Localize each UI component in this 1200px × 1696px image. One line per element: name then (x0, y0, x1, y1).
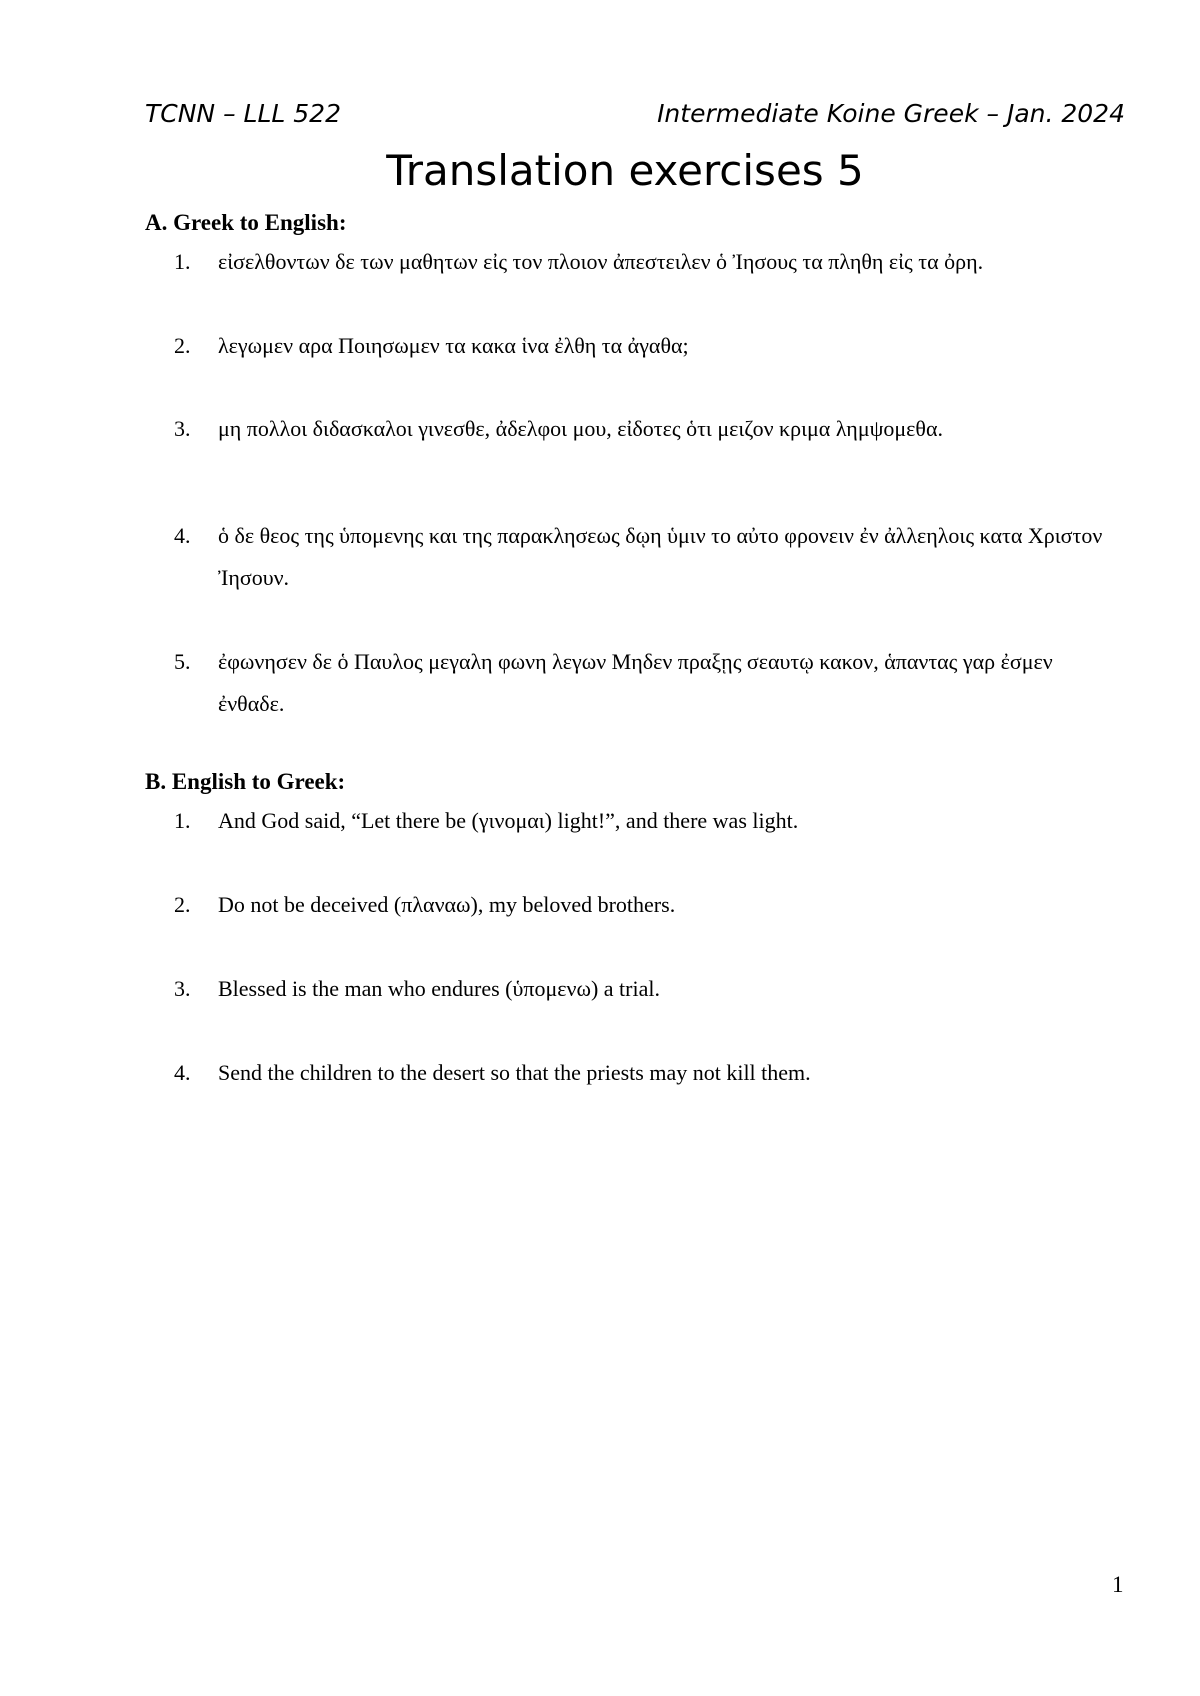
item-text: λεγωμεν αρα Ποιησωμεν τα κακα ἱνα ἐλθη τα ἀγαθα; (218, 333, 689, 358)
page-number: 1 (1112, 1572, 1124, 1597)
item-number: 3. (174, 976, 191, 1001)
course-title-date: Intermediate Koine Greek – Jan. 2024 (657, 99, 1125, 128)
section-a-heading: A. Greek to English: (145, 210, 347, 235)
list-item (174, 325, 1114, 367)
course-code: TCNN – LLL 522 (145, 99, 341, 128)
item-text: Blessed is the man who endures (ὑπομενω) a trial. (218, 976, 660, 1001)
list-item (174, 800, 1114, 842)
item-text: ἐφωνησεν δε ὁ Παυλος μεγαλη φωνη λεγων Μηδεν πραξῃς σεαυτῳ κακον, ἁπαντας γαρ ἐσμεν ἐνθαδε. (218, 649, 1053, 716)
item-text: εἰσελθοντων δε των μαθητων εἰς τον πλοιον ἀπεστειλεν ὁ Ἰησους τα πληθη εἰς τα ὀρη. (218, 249, 984, 274)
list-item (174, 408, 1114, 450)
item-text: Send the children to the desert so that the priests may not kill them. (218, 1060, 811, 1085)
item-text: Do not be deceived (πλαναω), my beloved brothers. (218, 892, 676, 917)
item-text: And God said, “Let there be (γινομαι) light!”, and there was light. (218, 808, 799, 833)
item-number: 2. (174, 892, 191, 917)
item-number: 5. (174, 649, 191, 674)
list-item (174, 1052, 1114, 1094)
item-number: 4. (174, 1060, 191, 1085)
item-text: μη πολλοι διδασκαλοι γινεσθε, ἀδελφοι μου, εἰδοτες ὁτι μειζον κριμα λημψομεθα. (218, 416, 943, 441)
list-item (174, 884, 1114, 926)
list-item (174, 241, 1114, 283)
item-number: 4. (174, 523, 191, 548)
list-item (174, 968, 1114, 1010)
list-item (174, 515, 1114, 599)
item-number: 1. (174, 249, 191, 274)
section-b-heading: B. English to Greek: (145, 769, 346, 794)
item-number: 1. (174, 808, 191, 833)
item-text: ὁ δε θεος της ὑπομενης και της παρακλησεως δῳη ὑμιν το αὐτο φρονειν ἐν ἀλλεηλοις κατα Χριστον Ἰησουν. (218, 523, 1103, 590)
list-item (174, 641, 1114, 725)
item-number: 2. (174, 333, 191, 358)
page-header (145, 96, 1125, 132)
page-title: Translation exercises 5 (386, 146, 864, 195)
item-number: 3. (174, 416, 191, 441)
